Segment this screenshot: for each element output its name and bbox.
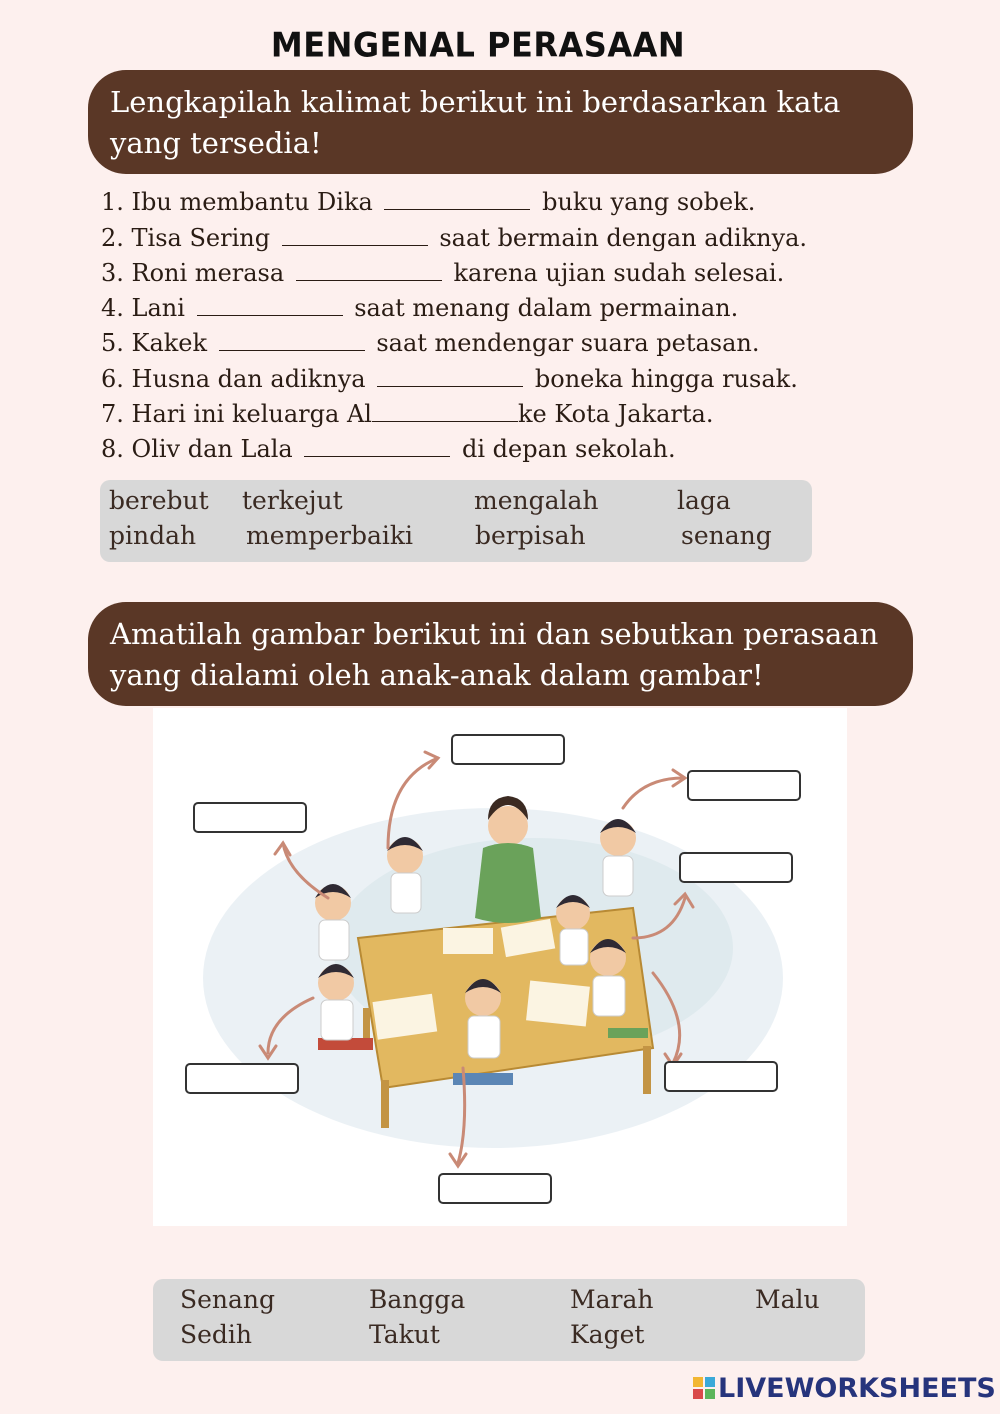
child-figure [600, 819, 636, 896]
blank-1[interactable] [384, 187, 530, 210]
sentence-8-after: di depan sekolah. [462, 435, 676, 463]
child-figure [590, 939, 626, 1016]
sentence-1-before: 1. Ibu membantu Dika [101, 188, 373, 216]
sentence-3-before: 3. Roni merasa [101, 259, 285, 287]
liveworksheets-logo[interactable] [693, 1373, 996, 1404]
answer-box[interactable] [687, 770, 801, 801]
sentence-8-before: 8. Oliv dan Lala [101, 435, 293, 463]
sentence-1-after: buku yang sobek. [542, 188, 756, 216]
word-bank-2-item: Marah [570, 1285, 654, 1314]
word-bank-1-item: memperbaiki [246, 521, 414, 550]
child-figure [315, 884, 351, 960]
answer-box[interactable] [193, 802, 307, 833]
blank-8[interactable] [304, 434, 450, 457]
word-bank-2-item: Malu [755, 1285, 820, 1314]
blank-5[interactable] [219, 328, 365, 351]
answer-box[interactable] [185, 1063, 299, 1094]
instruction-banner-2: Amatilah gambar berikut ini dan sebutkan perasaan yang dialami oleh anak-anak dalam gambar! [88, 602, 913, 706]
blank-4[interactable] [197, 293, 343, 316]
word-bank-1-item: mengalah [474, 486, 599, 515]
word-bank-1-item: senang [681, 521, 772, 550]
sentence-6 [101, 364, 798, 394]
sentence-7 [101, 399, 713, 429]
word-bank-2-item: Takut [369, 1320, 440, 1349]
answer-box[interactable] [679, 852, 793, 883]
word-bank-1-item: berebut [109, 486, 209, 515]
sentence-4-after: saat menang dalam permainan. [354, 294, 739, 322]
answer-box[interactable] [664, 1061, 778, 1092]
instruction-banner-1: Lengkapilah kalimat berikut ini berdasarkan kata yang tersedia! [88, 70, 913, 174]
word-bank-2-item: Senang [180, 1285, 276, 1314]
child-figure [465, 979, 501, 1058]
sentence-5-after: saat mendengar suara petasan. [376, 329, 760, 357]
page-title: MENGENAL PERASAAN [270, 25, 686, 65]
answer-box[interactable] [438, 1173, 552, 1204]
blank-6[interactable] [377, 364, 523, 387]
word-bank-2-item: Kaget [570, 1320, 645, 1349]
word-bank-2-item: Bangga [369, 1285, 466, 1314]
sentence-6-before: 6. Husna dan adiknya [101, 365, 366, 393]
blank-7[interactable] [372, 399, 518, 422]
sentence-1 [101, 187, 755, 217]
word-bank-1-item: pindah [109, 521, 197, 550]
child-figure [318, 964, 354, 1040]
liveworksheets-icon [693, 1377, 715, 1399]
sentence-2-after: saat bermain dengan adiknya. [439, 224, 808, 252]
child-figure [387, 837, 423, 913]
sentence-5-before: 5. Kakek [101, 329, 208, 357]
word-bank-1-item: laga [677, 486, 731, 515]
blank-2[interactable] [282, 223, 428, 246]
sentence-5 [101, 328, 760, 358]
sentence-4-before: 4. Lani [101, 294, 185, 322]
sentence-6-after: boneka hingga rusak. [534, 365, 798, 393]
logo-text: LIVEWORKSHEETS [718, 1373, 996, 1404]
sentence-2-before: 2. Tisa Sering [101, 224, 271, 252]
sentence-3 [101, 258, 784, 288]
answer-box[interactable] [451, 734, 565, 765]
sentence-7-after: ke Kota Jakarta. [517, 400, 714, 428]
word-bank-1-item: terkejut [242, 486, 343, 515]
blank-3[interactable] [296, 258, 442, 281]
classroom-illustration [153, 708, 847, 1226]
word-bank-1-item: berpisah [475, 521, 586, 550]
sentence-2 [101, 223, 807, 253]
word-bank-2-item: Sedih [180, 1320, 253, 1349]
sentence-8 [101, 434, 676, 464]
sentence-3-after: karena ujian sudah selesai. [453, 259, 785, 287]
sentence-4 [101, 293, 738, 323]
sentence-7-before: 7. Hari ini keluarga Al [101, 400, 372, 428]
